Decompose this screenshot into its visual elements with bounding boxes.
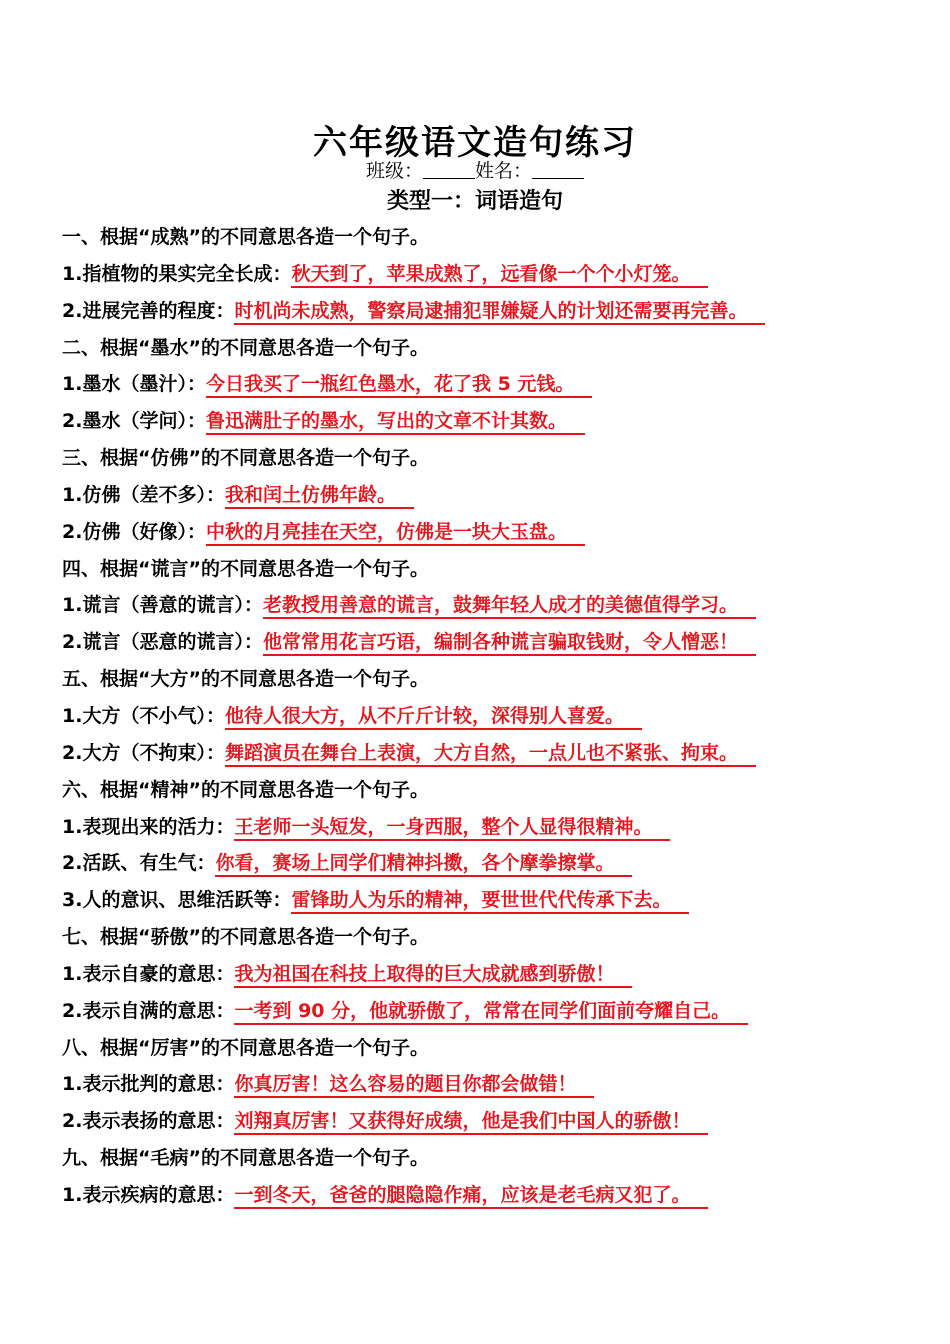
prompt-text: 八、根据“厉害”的不同意思各造一个句子。 [62,1036,429,1059]
answer-text: 今日我买了一瓶红色墨水，花了我 5 元钱。 [206,372,592,398]
section-heading [62,551,922,588]
exercise-item [62,403,922,440]
prompt-text: 九、根据“毛病”的不同意思各造一个句子。 [62,1147,429,1170]
prompt-text: 1.仿佛（差不多）： [62,483,225,506]
prompt-text: 三、根据“仿佛”的不同意思各造一个句子。 [62,447,429,470]
type-heading: 类型一：词语造句 [386,189,563,214]
prompt-text: 1.表示批判的意思： [62,1073,235,1096]
exercise-item [62,735,922,772]
prompt-text: 2.表示自满的意思： [62,999,235,1022]
prompt-text: 2.谎言（恶意的谎言）： [62,631,263,654]
answer-text: 鲁迅满肚子的墨水，写出的文章不计其数。 [206,409,585,435]
prompt-text: 2.仿佛（好像）： [62,520,206,543]
prompt-text: 一、根据“成熟”的不同意思各造一个句子。 [62,226,429,248]
exercise-item [62,1066,922,1103]
answer-text: 我为祖国在科技上取得的巨大成就感到骄傲！ [234,962,632,988]
prompt-text: 2.墨水（学问）： [62,410,206,433]
exercise-item [62,366,922,403]
section-heading [62,1030,922,1067]
section-heading [62,440,922,477]
answer-text: 刘翔真厉害！又获得好成绩，他是我们中国人的骄傲！ [234,1109,708,1135]
exercise-item [62,809,922,846]
prompt-text: 1.指植物的果实完全长成： [62,262,292,285]
prompt-text: 3.人的意识、思维活跃等： [62,889,292,912]
answer-text: 你看，赛场上同学们精神抖擞，各个摩拳擦掌。 [215,851,632,877]
exercise-item [62,256,922,293]
section-heading [62,661,922,698]
answer-text: 他常常用花言巧语，编制各种谎言骗取钱财，令人憎恶！ [263,630,756,656]
prompt-text: 七、根据“骄傲”的不同意思各造一个句子。 [62,926,429,949]
section-heading [62,1140,922,1177]
answer-text: 我和闰土仿佛年龄。 [225,483,414,509]
exercise-item [62,956,922,993]
prompt-text: 五、根据“大方”的不同意思各造一个句子。 [62,668,429,691]
section-heading [62,219,922,256]
answer-text: 他待人很大方，从不斤斤计较，深得别人喜爱。 [225,704,642,730]
prompt-text: 1.表现出来的活力： [62,815,235,838]
answer-text: 秋天到了，苹果成熟了，远看像一个个小灯笼。 [291,262,708,288]
exercise-item [62,993,922,1030]
exercise-item [62,514,922,551]
answer-text: 王老师一头短发，一身西服，整个人显得很精神。 [234,815,670,841]
exercise-list [62,219,922,1214]
class-label: 班级： [365,160,423,182]
exercise-item [62,1177,922,1214]
prompt-text: 2.大方（不拘束）： [62,741,225,764]
answer-text: 中秋的月亮挂在天空，仿佛是一块大玉盘。 [206,520,585,546]
prompt-text: 1.表示疾病的意思： [62,1183,235,1206]
answer-text: 舞蹈演员在舞台上表演，大方自然，一点儿也不紧张、拘束。 [225,741,756,767]
prompt-text: 2.活跃、有生气： [62,852,216,875]
answer-text: 一到冬天，爸爸的腿隐隐作痛，应该是老毛病又犯了。 [234,1183,708,1209]
exercise-item [62,882,922,919]
prompt-text: 四、根据“谎言”的不同意思各造一个句子。 [62,557,429,580]
prompt-text: 1.墨水（墨汁）： [62,373,206,396]
section-heading [62,772,922,809]
answer-text: 雷锋助人为乐的精神，要世世代代传承下去。 [291,888,689,914]
exercise-item [62,698,922,735]
exercise-item [62,845,922,882]
prompt-text: 1.大方（不小气）： [62,704,225,727]
prompt-text: 2.进展完善的程度： [62,299,235,322]
prompt-text: 1.表示自豪的意思： [62,962,235,985]
answer-text: 时机尚未成熟，警察局逮捕犯罪嫌疑人的计划还需要再完善。 [234,299,765,325]
page-title: 六年级语文造句练习 [313,123,637,163]
answer-text: 一考到 90 分，他就骄傲了，常常在同学们面前夸耀自己。 [234,999,748,1025]
prompt-text: 1.谎言（善意的谎言）： [62,594,263,617]
exercise-item [62,624,922,661]
name-label: 姓名： [475,160,533,182]
class-name-line [0,158,950,184]
exercise-item [62,587,922,624]
name-blank [532,160,584,179]
answer-text: 老教授用善意的谎言，鼓舞年轻人成才的美德值得学习。 [263,593,756,619]
answer-text: 你真厉害！这么容易的题目你都会做错！ [234,1072,594,1098]
class-blank [423,160,475,179]
exercise-item [62,293,922,330]
exercise-item [62,1103,922,1140]
prompt-text: 2.表示表扬的意思： [62,1110,235,1133]
prompt-text: 六、根据“精神”的不同意思各造一个句子。 [62,778,429,801]
prompt-text: 二、根据“墨水”的不同意思各造一个句子。 [62,336,429,359]
section-heading [62,919,922,956]
section-heading [62,330,922,367]
exercise-item [62,477,922,514]
